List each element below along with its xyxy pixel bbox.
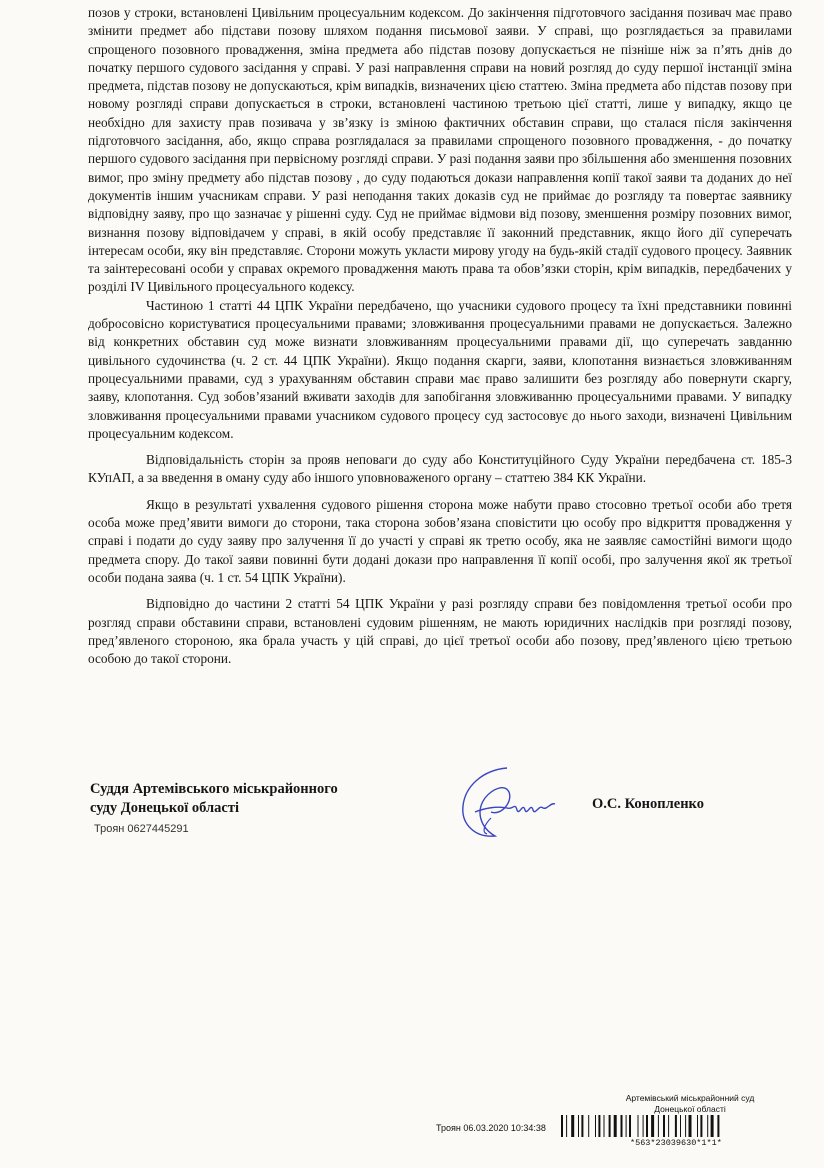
barcode-bar — [707, 1115, 708, 1137]
paragraph-1: позов у строки, встановлені Цивільним процесуальним кодексом. До закінчення підготовчого засідання позивач має право змінити предмет або підстави позову шляхом подання письмової заяви. У справі, що розглядається за правилами спрощеного позовного провадження, зміна предмета або підстав позову допускається не пізніше ніж за п’ять днів до початку першого судового засідання у справі. У разі направлення справи на новий розгляд до суду першої інстанції зміна предмета, підстав позову не допускаються, крім випадків, визначених цією статтею. Зміна предмета або підстав позову при новому розгляді справи допускається в строки, встановлені частиною третьою цієї статті, лише у випадку, якщо це необхідно для захисту прав позивача у зв’язку із зміною фактичних обставин справи, що сталася після закінчення підготовчого засідання, або, якщо справа розглядалася за правилами спрощеного позовного провадження, - до початку першого судового засідання при первісному розгляді справи. У разі подання заяви про збільшення або зменшення позовних вимог, про зміну предмету або підстав позову , до суду подаються докази направлення копії такої заяви та доданих до неї документів іншим учасникам справи. У разі неподання таких доказів суд не приймає до розгляду та повертає заявнику відповідну заяву, про що зазначає у рішенні суду. Суд не приймає відмови від позову, зменшення розміру позовних вимог, визнання позову відповідачем у справі, в якій особу представляє її законний представник, якщо його дії суперечать інтересам особи, яку він представляє. Сторони можуть укласти мирову угоду на будь-якій стадії судового процесу. Заявник та заінтересовані особи у справах окремого провадження мають права та обов’язки сторін, крім випадків, передбачених у розділі IV Цивільного процесуального кодексу. — [88, 5, 792, 295]
paragraph-2: Частиною 1 статті 44 ЦПК України передбачено, що учасники судового процесу та їхні представники повинні добросовісно користуватися процесуальними правами; зловживання процесуальними правами не допускається. Залежно від конкретних обставин суд може визнати зловживанням процесуальними правами дії, що суперечать завданню цивільного судочинства (ч. 2 ст. 44 ЦПК України). Якщо подання скарги, заяви, клопотання визнається зловживанням процесуальними правами, суд з урахуванням обставин справи має право залишити без розгляду або повернути скаргу, заяву, клопотання. Суд зобов’язаний вживати заходів для запобігання зловживанню процесуальними правами. У випадку зловживання процесуальними правами учасником судового процесу суд застосовує до нього заходи, визначені Цивільним процесуальним кодексом. — [88, 297, 792, 441]
judge-title-line-2: суду Донецької області — [90, 800, 240, 816]
barcode-bar — [658, 1115, 659, 1137]
barcode — [561, 1115, 789, 1137]
barcode-bar — [651, 1115, 654, 1137]
paragraph-4: Якщо в результаті ухвалення судового рішення сторона може набути право стосовно третьої особи або третя особа може пред’явити вимоги до сторони, така сторона зобов’язана сповістити цю особу про відкриття провадження у справі і подати до суду заяву про залучення її до участі у справі як третю особу, яка не заявляє самостійні вимоги щодо предмета спору. До такої заяви повинні бути додані докази про направлення її копії особі, про залучення якої як третьої особи подана заява (ч. 1 ст. 54 ЦПК України). — [88, 496, 792, 585]
barcode-bar — [668, 1115, 669, 1137]
barcode-bar — [571, 1115, 574, 1137]
clerk-contact: Троян 0627445291 — [94, 823, 189, 835]
barcode-bar — [646, 1115, 648, 1137]
barcode-bar — [588, 1115, 589, 1137]
barcode-bar — [621, 1115, 623, 1137]
barcode-bar — [614, 1115, 617, 1137]
barcode-bar — [643, 1115, 644, 1137]
barcode-bar — [578, 1115, 579, 1137]
barcode-bar — [604, 1115, 605, 1137]
barcode-bar — [680, 1115, 681, 1137]
barcode-bar — [685, 1115, 686, 1137]
barcode-bar — [663, 1115, 665, 1137]
barcode-number: *563*23039630*1*1* — [630, 1138, 722, 1148]
barcode-bar — [595, 1115, 596, 1137]
barcode-bar — [711, 1115, 714, 1137]
stamp-line-1: Артемівський міськрайонний суд — [625, 1093, 755, 1103]
court-stamp — [606, 1093, 774, 1114]
barcode-bar — [700, 1115, 702, 1137]
barcode-bar — [566, 1115, 567, 1137]
document-body — [88, 4, 792, 668]
judge-name: О.С. Конопленко — [592, 796, 704, 812]
barcode-bar — [609, 1115, 611, 1137]
barcode-bar — [598, 1115, 600, 1137]
barcode-bar — [675, 1115, 677, 1137]
barcode-bar — [561, 1115, 563, 1137]
barcode-bar — [689, 1115, 692, 1137]
judge-title — [90, 780, 338, 818]
stamp-line-2: Донецької області — [654, 1103, 726, 1114]
paragraph-3: Відповідальність сторін за прояв неповаги до суду або Конституційного Суду України передбачена ст. 185-3 КУпАП, а за введення в оману суду або іншого уповноваженого органу – статтею 384 КК України. — [88, 452, 792, 486]
paragraph-5: Відповідно до частини 2 статті 54 ЦПК України у разі розгляду справи без повідомлення третьої особи про розгляд справи обставини справи, встановлені судовим рішенням, не мають юридичних наслідків при розгляді позову, пред’явленого стороною, яка брала участь у цій справі, до цієї третьої особи або позову, пред’явленого цією третьою особою до такої сторони. — [88, 596, 792, 667]
judge-title-line-1: Суддя Артемівського міськрайонного — [90, 781, 338, 797]
registration-stamp: Троян 06.03.2020 10:34:38 — [436, 1123, 546, 1133]
barcode-bar — [581, 1115, 583, 1137]
barcode-bar — [638, 1115, 639, 1137]
barcode-bar — [626, 1115, 627, 1137]
barcode-bar — [697, 1115, 698, 1137]
barcode-bar — [717, 1115, 719, 1137]
barcode-bar — [629, 1115, 631, 1137]
handwritten-signature — [455, 762, 560, 844]
